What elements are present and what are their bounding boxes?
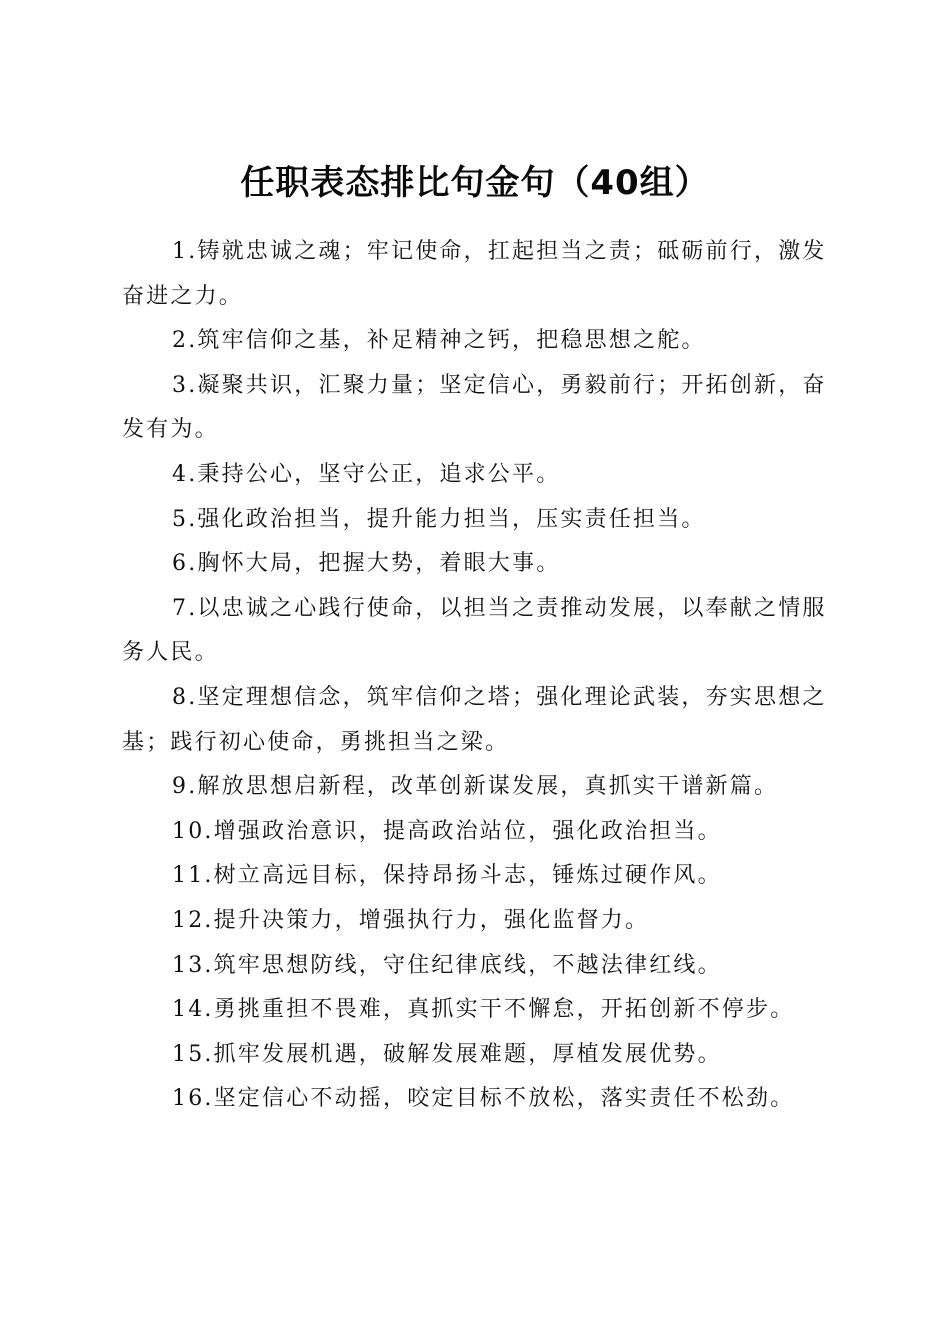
- paragraph-2: 2.筑牢信仰之基，补足精神之钙，把稳思想之舵。: [172, 328, 706, 354]
- paragraph-11: 11.树立高远目标，保持昂扬斗志，锤炼过硬作风。: [172, 863, 722, 889]
- paragraph-6: 6.胸怀大局，把握大势，着眼大事。: [172, 551, 561, 577]
- paragraph-3: 3.凝聚共识，汇聚力量；坚定信心，勇毅前行；开拓创新，奋发有为。: [122, 372, 827, 443]
- paragraph-15: 15.抓牢发展机遇，破解发展难题，厚植发展优势。: [172, 1041, 722, 1067]
- paragraph-4: 4.秉持公心，坚守公正，追求公平。: [172, 461, 561, 487]
- paragraph-7: 7.以忠诚之心践行使命，以担当之责推动发展，以奉献之情服务人民。: [122, 595, 827, 666]
- paragraph-10: 10.增强政治意识，提高政治站位，强化政治担当。: [172, 818, 722, 844]
- paragraph-16: 16.坚定信心不动摇，咬定目标不放松，落实责任不松劲。: [172, 1086, 795, 1112]
- paragraph-13: 13.筑牢思想防线，守住纪律底线，不越法律红线。: [172, 952, 722, 978]
- paragraph-9: 9.解放思想启新程，改革创新谋发展，真抓实干谱新篇。: [172, 774, 779, 800]
- document-body: [122, 230, 834, 1122]
- paragraph-14: 14.勇挑重担不畏难，真抓实干不懈怠，开拓创新不停步。: [172, 997, 795, 1023]
- paragraph-5: 5.强化政治担当，提升能力担当，压实责任担当。: [172, 506, 706, 532]
- document-title: 任职表态排比句金句（40组）: [240, 162, 710, 203]
- paragraph-8: 8.坚定理想信念，筑牢信仰之塔；强化理论武装，夯实思想之基；践行初心使命，勇挑担当之梁。: [122, 684, 827, 755]
- paragraph-1: 1.铸就忠诚之魂；牢记使命，扛起担当之责；砥砺前行，激发奋进之力。: [122, 239, 827, 309]
- paragraph-12: 12.提升决策力，增强执行力，强化监督力。: [172, 907, 650, 933]
